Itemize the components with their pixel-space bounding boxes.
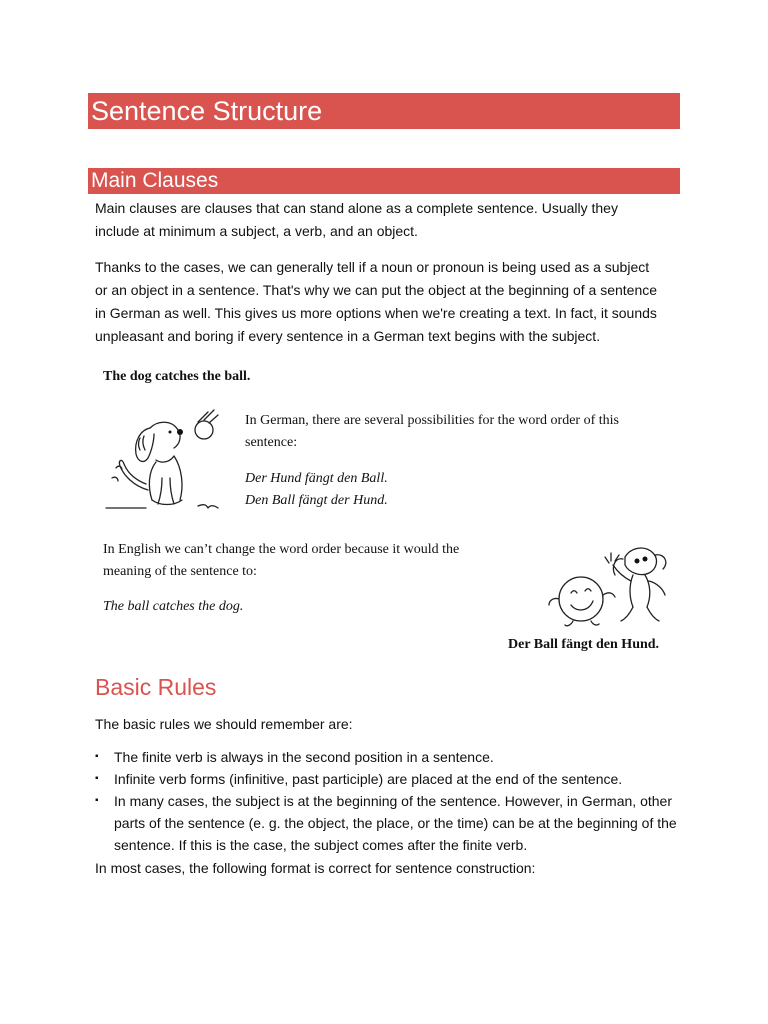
ball-catches-dog-illustration — [545, 537, 675, 629]
basic-rules-intro: The basic rules we should remember are: — [95, 716, 353, 732]
example-heading: The dog catches the ball. — [103, 369, 251, 384]
main-clauses-heading: Main Clauses — [91, 169, 219, 192]
basic-rules-outro: In most cases, the following format is correct for sentence construction: — [95, 860, 536, 876]
illustration-caption: Der Ball fängt den Hund. — [508, 637, 660, 652]
english-explanation: In English we can’t change the word order because it would the meaning of the sentence to: — [103, 542, 460, 579]
german-variants: Der Hund fängt den Ball. Den Ball fängt der Hund. — [245, 471, 388, 508]
basic-rules-heading: Basic Rules — [95, 674, 217, 700]
dog-ball-illustration — [98, 398, 243, 516]
main-clauses-paragraph-2: Thanks to the cases, we can generally tell if a noun or pronoun is being used as a subject or an object in a sentence. That's why we can put the object at the beginning of a sentence in German as well. This gives us more options when we're creating a text. In fact, it sounds unpleasant and boring if every sentence in a German text begins with the subject. — [95, 259, 658, 344]
list-item: ▪ Infinite verb forms (infinitive, past participle) are placed at the end of the sentence. — [95, 768, 685, 790]
ball-icon — [195, 421, 213, 439]
english-example: The ball catches the dog. — [103, 599, 244, 614]
main-clauses-paragraph-1: Main clauses are clauses that can stand alone as a complete sentence. Usually they include at minimum a subject, a verb, and an object. — [95, 200, 618, 239]
list-item: ▪ The finite verb is always in the second position in a sentence. — [95, 746, 685, 768]
list-item: ▪ In many cases, the subject is at the beginning of the sentence. However, in German, other parts of the sentence (e. g. the object, the place, or the time) can be at the beginning of the sentence. If this is the case, the subject comes after the finite verb. — [95, 790, 685, 856]
example-intro: In German, there are several possibilities for the word order of this sentence: — [245, 413, 619, 450]
page-title: Sentence Structure — [91, 96, 323, 126]
basic-rules-list — [95, 746, 685, 856]
